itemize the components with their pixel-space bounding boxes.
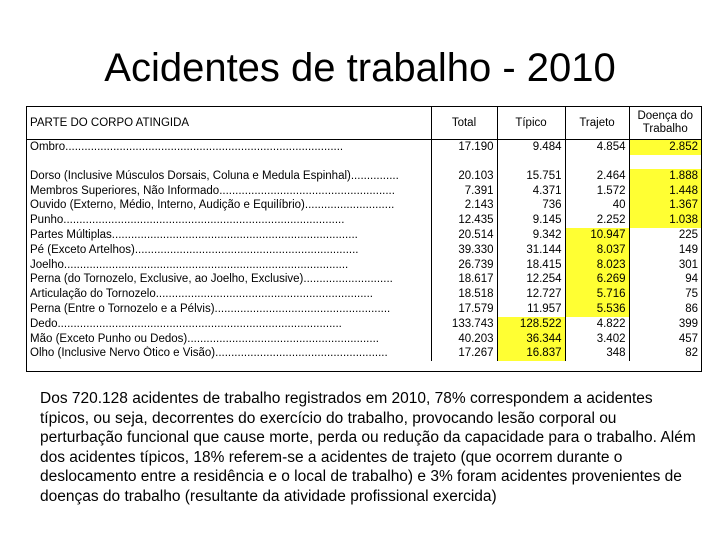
body-part-cell: Joelho......................................................................................... (27, 258, 431, 273)
total-cell: 40.203 (431, 332, 497, 347)
table-row (27, 243, 701, 258)
tipico-cell: 12.727 (497, 287, 565, 302)
total-cell: 20.103 (431, 169, 497, 184)
total-cell: 26.739 (431, 258, 497, 273)
table-row (27, 184, 701, 199)
total-cell: 17.267 (431, 346, 497, 361)
body-part-cell: Olho (Inclusive Nervo Ótico e Visão)...................................................... (27, 346, 431, 361)
description-paragraph: Dos 720.128 acidentes de trabalho registrados em 2010, 78% correspondem a acidentes típicos, ou seja, decorrentes do exercício do trabalho, provocando lesão corporal ou perturbação funcional que cause morte, perda ou redução da capacidade para o trabalho. Além dos acidentes típicos, 18% referem-se a acidentes de trajeto (que ocorrem durante o deslocamento entre a residência e o local de trabalho) e 3% foram acidentes provenientes de doenças do trabalho (resultante da atividade profissional exercida) (40, 390, 696, 505)
doenca-cell: 1.448 (629, 184, 701, 199)
table-row (27, 272, 701, 287)
trajeto-cell: 10.947 (565, 228, 629, 243)
doenca-cell: 225 (678, 228, 698, 241)
table-row (27, 213, 701, 228)
page-title: Acidentes de trabalho - 2010 (104, 46, 616, 90)
trajeto-cell: 5.716 (565, 287, 629, 302)
trajeto-cell: 1.572 (565, 184, 629, 199)
table-row (27, 302, 701, 317)
trajeto-cell: 5.536 (565, 302, 629, 317)
tipico-cell: 18.415 (497, 258, 565, 273)
body-part-cell: Articulação do Tornozelo.................................................................... (27, 287, 431, 302)
tipico-cell: 4.371 (497, 184, 565, 199)
trajeto-cell: 40 (565, 198, 629, 213)
trajeto-cell: 4.854 (565, 140, 629, 155)
body-part-cell: Ombro....................................................................................... (27, 140, 431, 155)
table-row (27, 228, 701, 243)
body-part-cell: Dorso (Inclusive Músculos Dorsais, Coluna e Medula Espinhal)............... (27, 169, 431, 184)
doenca-cell: 1.888 (629, 169, 701, 184)
table-header-row (27, 107, 701, 140)
table-row (27, 346, 701, 361)
body-part-cell: Membros Superiores, Não Informado....................................................... (27, 184, 431, 199)
header-doenca: Doença do Trabalho (629, 107, 701, 140)
trajeto-cell: 348 (565, 346, 629, 361)
header-total: Total (431, 107, 497, 140)
header-trajeto: Trajeto (565, 107, 629, 140)
trajeto-cell: 8.037 (565, 243, 629, 258)
doenca-cell: 82 (685, 347, 698, 360)
total-cell: 12.435 (431, 213, 497, 228)
total-cell: 20.514 (431, 228, 497, 243)
total-cell: 17.579 (431, 302, 497, 317)
body-part-cell: Partes Múltiplas............................................................................. (27, 228, 431, 243)
table-row (27, 140, 701, 155)
header-tipico: Típico (497, 107, 565, 140)
tipico-cell: 12.254 (497, 272, 565, 287)
trajeto-cell: 8.023 (565, 258, 629, 273)
empty-cell (565, 155, 629, 169)
doenca-cell: 94 (685, 273, 698, 286)
tipico-cell: 15.751 (497, 169, 565, 184)
total-cell: 17.190 (431, 140, 497, 155)
table-row (27, 258, 701, 273)
trajeto-cell: 6.269 (565, 272, 629, 287)
doenca-cell: 1.038 (629, 213, 701, 228)
body-part-cell: Perna (Entre o Tornozelo e a Pélvis)....................................................... (27, 302, 431, 317)
doenca-cell: 149 (678, 243, 698, 256)
total-cell: 18.617 (431, 272, 497, 287)
table-row (27, 198, 701, 213)
doenca-cell: 75 (685, 288, 698, 301)
accidents-table-container (26, 106, 702, 372)
body-part-cell: Punho........................................................................................ (27, 213, 431, 228)
body-part-cell: Ouvido (Externo, Médio, Interno, Audição e Equilíbrio)............................ (27, 198, 431, 213)
body-part-cell: Perna (do Tornozelo, Exclusive, ao Joelho, Exclusive)............................ (27, 272, 431, 287)
table-body (27, 140, 701, 362)
tipico-cell: 9.342 (497, 228, 565, 243)
tipico-cell: 31.144 (497, 243, 565, 258)
table-row (27, 287, 701, 302)
table-spacer-row (27, 155, 701, 169)
tipico-cell: 128.522 (497, 317, 565, 332)
header-part: PARTE DO CORPO ATINGIDA (27, 107, 431, 140)
body-part-cell: Pé (Exceto Artelhos)...................................................................... (27, 243, 431, 258)
body-part-cell: Mão (Exceto Punho ou Dedos)............................................................ (27, 332, 431, 347)
tipico-cell: 736 (497, 198, 565, 213)
doenca-cell: 2.852 (629, 140, 701, 155)
total-cell: 7.391 (431, 184, 497, 199)
empty-cell (431, 155, 497, 169)
tipico-cell: 36.344 (497, 332, 565, 347)
doenca-cell: 301 (678, 258, 698, 271)
trajeto-cell: 3.402 (565, 332, 629, 347)
total-cell: 133.743 (431, 317, 497, 332)
total-cell: 39.330 (431, 243, 497, 258)
doenca-cell: 399 (678, 317, 698, 330)
tipico-cell: 11.957 (497, 302, 565, 317)
body-part-cell: Dedo......................................................................................... (27, 317, 431, 332)
doenca-cell: 86 (685, 302, 698, 315)
empty-cell (497, 155, 565, 169)
accidents-table (27, 107, 701, 361)
trajeto-cell: 4.822 (565, 317, 629, 332)
doenca-cell: 1.367 (629, 198, 701, 213)
trajeto-cell: 2.252 (565, 213, 629, 228)
total-cell: 18.518 (431, 287, 497, 302)
tipico-cell: 9.145 (497, 213, 565, 228)
empty-cell (27, 155, 431, 169)
table-row (27, 317, 701, 332)
trajeto-cell: 2.464 (565, 169, 629, 184)
table-row (27, 169, 701, 184)
total-cell: 2.143 (431, 198, 497, 213)
table-row (27, 332, 701, 347)
doenca-cell: 457 (678, 332, 698, 345)
tipico-cell: 9.484 (497, 140, 565, 155)
empty-cell (629, 155, 701, 169)
tipico-cell: 16.837 (497, 346, 565, 361)
